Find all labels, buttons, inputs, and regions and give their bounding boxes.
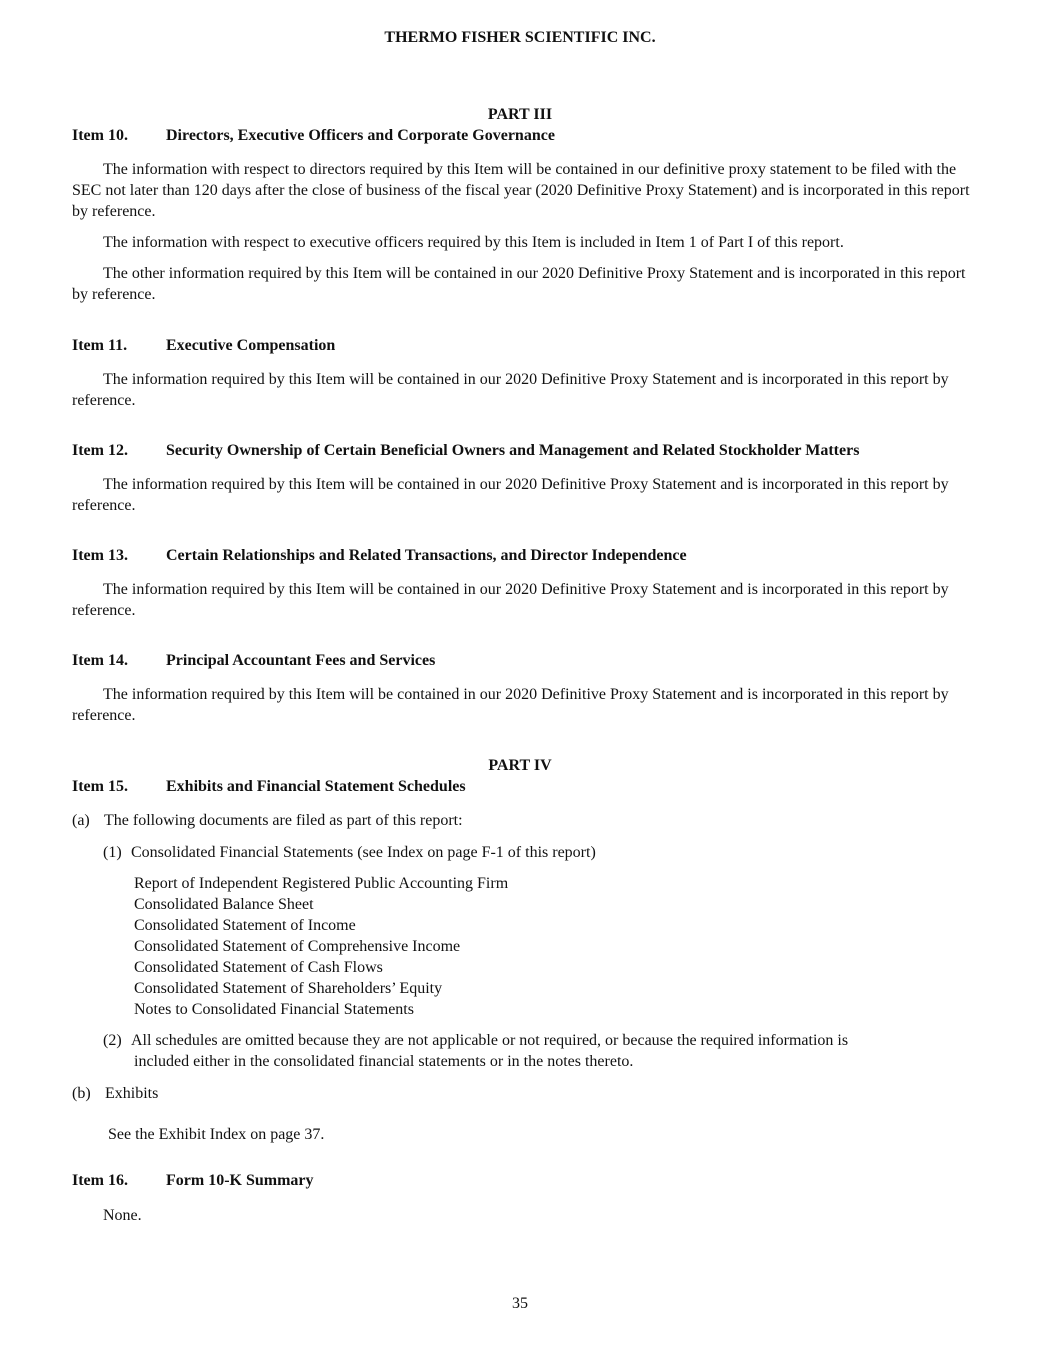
- item-11-paragraph: The information required by this Item will be contained in our 2020 Definitive Proxy Statement and is incorporated in this report by reference.: [72, 371, 949, 409]
- part-iv-heading: PART IV: [488, 757, 552, 774]
- item-11-number: Item 11.: [72, 337, 128, 354]
- item-15-a2-label: (2): [103, 1032, 122, 1049]
- item-16-text: None.: [103, 1207, 142, 1224]
- item-11-title: Executive Compensation: [166, 337, 336, 354]
- item-15-a1-text: Consolidated Financial Statements (see Index on page F-1 of this report): [131, 844, 596, 861]
- list-item: Consolidated Statement of Income: [134, 917, 356, 934]
- item-16-title: Form 10-K Summary: [166, 1172, 314, 1189]
- item-10-paragraph-2: The information with respect to executive officers required by this Item is included in Item 1 of Part I of this report.: [103, 234, 844, 251]
- list-item: Consolidated Statement of Shareholders’ Equity: [134, 980, 443, 997]
- list-item: Consolidated Balance Sheet: [134, 896, 314, 913]
- item-15-a-label: (a): [72, 812, 90, 829]
- item-15-number: Item 15.: [72, 778, 128, 795]
- item-14-paragraph: The information required by this Item will be contained in our 2020 Definitive Proxy Statement and is incorporated in this report by reference.: [72, 686, 949, 724]
- part-iii-heading: PART III: [487, 106, 553, 123]
- item-12-title: Security Ownership of Certain Beneficial Owners and Management and Related Stockholder Matters: [166, 442, 860, 459]
- list-item: Consolidated Statement of Comprehensive Income: [134, 938, 461, 955]
- list-item: Notes to Consolidated Financial Statements: [134, 1001, 414, 1018]
- financial-statements-list: [134, 873, 508, 1020]
- list-item: Consolidated Statement of Cash Flows: [134, 959, 383, 976]
- item-15-a2-line-2: included either in the consolidated financial statements or in the notes thereto.: [134, 1053, 634, 1070]
- item-16-number: Item 16.: [72, 1172, 128, 1189]
- item-15-b-label: (b): [72, 1085, 91, 1102]
- item-13-title: Certain Relationships and Related Transactions, and Director Independence: [166, 547, 687, 564]
- item-10-title: Directors, Executive Officers and Corporate Governance: [166, 127, 555, 144]
- item-16-heading: [72, 1172, 314, 1190]
- page-number: 35: [512, 1295, 528, 1312]
- item-10-paragraph-1: The information with respect to directors required by this Item will be contained in our definitive proxy statement to be filed with the SEC not later than 120 days after the close of business of the fiscal year (2020 Definitive Proxy Statement) and is incorporated in this report by reference.: [72, 161, 970, 220]
- item-12-number: Item 12.: [72, 442, 128, 459]
- item-13-paragraph: The information required by this Item will be contained in our 2020 Definitive Proxy Statement and is incorporated in this report by reference.: [72, 581, 949, 619]
- item-14-title: Principal Accountant Fees and Services: [166, 652, 436, 669]
- item-15-heading: [72, 778, 466, 796]
- exhibit-index-reference: See the Exhibit Index on page 37.: [108, 1126, 325, 1143]
- item-14-number: Item 14.: [72, 652, 128, 669]
- item-12-heading: [72, 442, 859, 460]
- item-14-heading: [72, 652, 435, 670]
- item-15-a2-line-1: All schedules are omitted because they are not applicable or not required, or because the required information is: [131, 1032, 849, 1049]
- item-15-b-text: Exhibits: [105, 1085, 159, 1102]
- item-13-heading: [72, 547, 687, 565]
- item-10-number: Item 10.: [72, 127, 128, 144]
- item-10-paragraph-3: The other information required by this Item will be contained in our 2020 Definitive Proxy Statement and is incorporated in this report by reference.: [72, 265, 966, 303]
- item-15-title: Exhibits and Financial Statement Schedules: [166, 778, 466, 795]
- list-item: Report of Independent Registered Public Accounting Firm: [134, 875, 509, 892]
- item-11-heading: [72, 337, 335, 355]
- item-13-number: Item 13.: [72, 547, 128, 564]
- item-15-a1-label: (1): [103, 844, 122, 861]
- item-12-paragraph: The information required by this Item will be contained in our 2020 Definitive Proxy Statement and is incorporated in this report by reference.: [72, 476, 949, 514]
- item-15-a-text: The following documents are filed as part of this report:: [104, 812, 463, 829]
- company-header: THERMO FISHER SCIENTIFIC INC.: [384, 29, 656, 46]
- item-10-heading: [72, 127, 555, 145]
